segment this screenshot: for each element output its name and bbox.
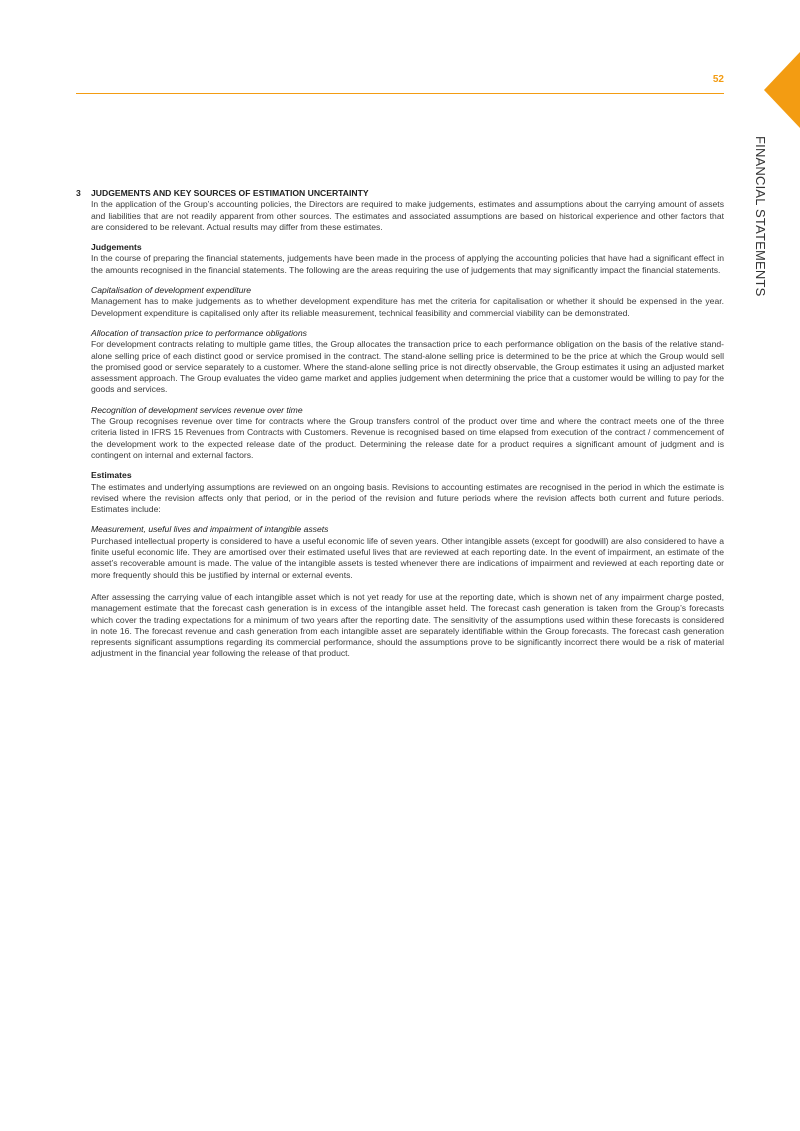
estimates-heading: Estimates [91,470,132,481]
estimate-item-title: Measurement, useful lives and impairment of intangible assets [91,524,329,535]
judgement-item-text: For development contracts relating to multiple game titles, the Group allocates the transaction price to each performance obligation on the basis of the relative stand-alone selling price of each distinct good or service promised in the contract. The stand-alone selling price is determined to be the price at which the Group would sell the promised good or service separately to a customer. Where the stand-alone selling price is not directly observable, the Group estimates it using an adjusted market assessment approach. The Group evaluates the video game market and applies judgement when determining the price that a customer would be willing to pay for the goods and services. [91,339,724,395]
estimate-item-text: After assessing the carrying value of each intangible asset which is not yet ready for use at the reporting date, which is shown net of any impairment charge posted, management estimate that the forecast cash generation is in excess of the intangible asset held. The forecast cash generation is taken from the Group’s forecasts which cover the trading expectations for a minimum of two years after the reporting date. The sensitivity of the assumptions used within these forecasts is considered in note 16. The forecast revenue and cash generation from each intangible asset are separately identifiable within the Group forecasts. The forecast cash generation represents significant assumptions regarding its commercial performance, should the assumptions prove to be significantly incorrect there would be a risk of material adjustment in the financial year following the release of that product. [91,591,724,659]
estimate-item-text: Purchased intellectual property is considered to have a useful economic life of seven years. Other intangible assets (except for goodwill) are also considered to have a finite useful economic life. They are amortised over their estimated useful lives that are reviewed at each reporting date. In the event of impairment, an estimate of the asset’s recoverable amount is made. The value of the intangible assets is tested whenever there are indications of impairment and reviewed at each reporting date or more frequently should this be justified by internal or external events. [91,535,724,580]
section-number: 3 [76,188,81,198]
corner-triangle-decoration [764,52,800,128]
section-intro: In the application of the Group’s accounting policies, the Directors are required to make judgements, estimates and assumptions about the carrying amount of assets and liabilities that are not readily apparent from other sources. The estimates and associated assumptions are based on historical experience and other factors that are considered to be relevant. Actual results may differ from these estimates. [91,199,724,232]
section-title: JUDGEMENTS AND KEY SOURCES OF ESTIMATION UNCERTAINTY [91,188,369,198]
judgement-item-title: Capitalisation of development expenditure [91,285,252,296]
judgements-heading: Judgements [91,242,142,253]
judgement-item-title: Recognition of development services revenue over time [91,404,303,415]
judgement-item-title: Allocation of transaction price to performance obligations [91,327,307,338]
section-tab [752,120,788,297]
section-heading [76,188,724,199]
estimates-intro: The estimates and underlying assumptions are reviewed on an ongoing basis. Revisions to accounting estimates are recognised in the period in which the estimate is revised where the revision affects only that period, or in the period of the revision and future periods where the revision affects both current and future periods. Estimates include: [91,481,724,515]
note-content [76,188,724,660]
judgements-intro: In the course of preparing the financial statements, judgements have been made in the process of applying the accounting policies that have had a significant effect in the amounts recognised in the financial statements. The following are the areas requiring the use of judgements that may significantly impact the financial statements. [91,253,724,275]
judgement-item-text: The Group recognises revenue over time for contracts where the Group transfers control of the product over time and where the contract meets one of the three criteria listed in IFRS 15 Revenues from Contracts with Customers. Revenue is recognised based on time elapsed from execution of the contract / commencement of the development work to the expected release date of the product. Determining the release date for a product requires a significant amount of judgment and is contingent on internal and external factors. [91,416,724,460]
header-rule [76,93,724,94]
page-number: 52 [712,74,724,85]
section-tab-label: FINANCIAL STATEMENTS [753,136,768,297]
judgement-item-text: Management has to make judgements as to whether development expenditure has met the criteria for capitalisation or whether it should be expensed in the year. Development expenditure is capitalised only after its reliable measurement, technical feasibility and commercial viability can be demonstrated. [91,296,724,318]
